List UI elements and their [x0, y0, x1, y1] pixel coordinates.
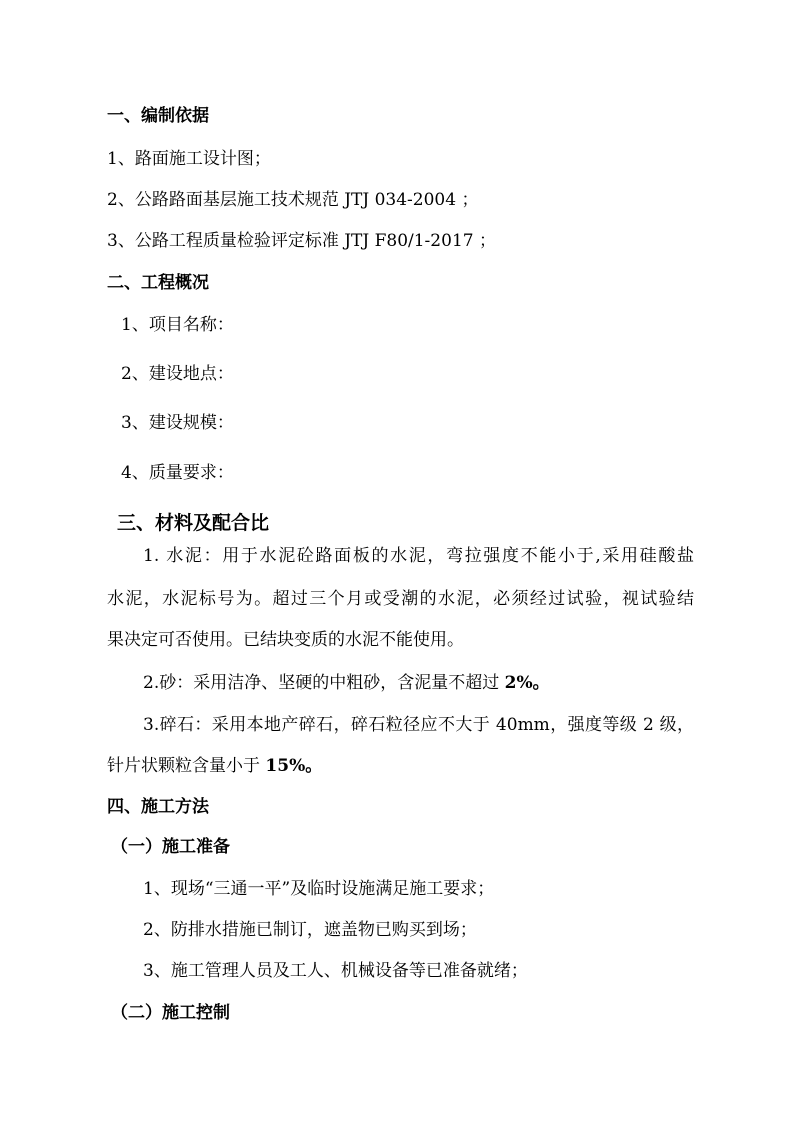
- section-1-heading: 一、编制依据: [107, 106, 209, 126]
- section-4-heading: 四、施工方法: [107, 797, 209, 817]
- prep-item-3: 3、施工管理人员及工人、机械设备等已准备就绪；: [143, 961, 528, 981]
- overview-item-1: 1、项目名称：: [121, 315, 234, 335]
- section-3-heading: 三、材料及配合比: [117, 512, 270, 534]
- overview-item-3: 3、建设规模：: [121, 413, 234, 433]
- overview-item-2: 2、建设地点：: [121, 364, 234, 384]
- gravel-paragraph-line-2: [107, 754, 322, 778]
- gravel-paragraph-line-1: 3.碎石：采用本地产碎石，碎石粒径应不大于 40mm，强度等级 2 级，: [143, 715, 694, 735]
- subsection-prep-heading: （一）施工准备: [111, 837, 230, 857]
- cement-paragraph-line-3: 果决定可否使用。已结块变质的水泥不能使用。: [107, 630, 464, 650]
- overview-item-4: 4、质量要求：: [121, 463, 234, 483]
- section-2-heading: 二、工程概况: [107, 273, 209, 293]
- basis-item-3: 3、公路工程质量检验评定标准 JTJ F80/1-2017 ；: [107, 231, 496, 251]
- gravel-value: 15%。: [265, 756, 323, 776]
- cement-paragraph-line-1: 1. 水泥：用于水泥砼路面板的水泥，弯拉强度不能小于,采用硅酸盐: [143, 546, 694, 566]
- prep-item-2: 2、防排水措施已制订，遮盖物已购买到场；: [143, 920, 477, 940]
- prep-item-1: 1、现场“三通一平”及临时设施满足施工要求；: [143, 879, 495, 899]
- sand-paragraph: [143, 671, 550, 695]
- subsection-control-heading: （二）施工控制: [111, 1003, 230, 1023]
- cement-paragraph-line-2: 水泥，水泥标号为。超过三个月或受潮的水泥，必须经过试验，视试验结: [107, 589, 694, 609]
- gravel-text: 针片状颗粒含量小于: [107, 756, 266, 776]
- sand-text: 2.砂：采用洁净、坚硬的中粗砂，含泥量不超过: [143, 673, 505, 693]
- sand-value: 2%。: [504, 673, 550, 693]
- basis-item-1: 1、路面施工设计图；: [107, 149, 271, 169]
- basis-item-2: 2、公路路面基层施工技术规范 JTJ 034-2004 ；: [107, 190, 479, 210]
